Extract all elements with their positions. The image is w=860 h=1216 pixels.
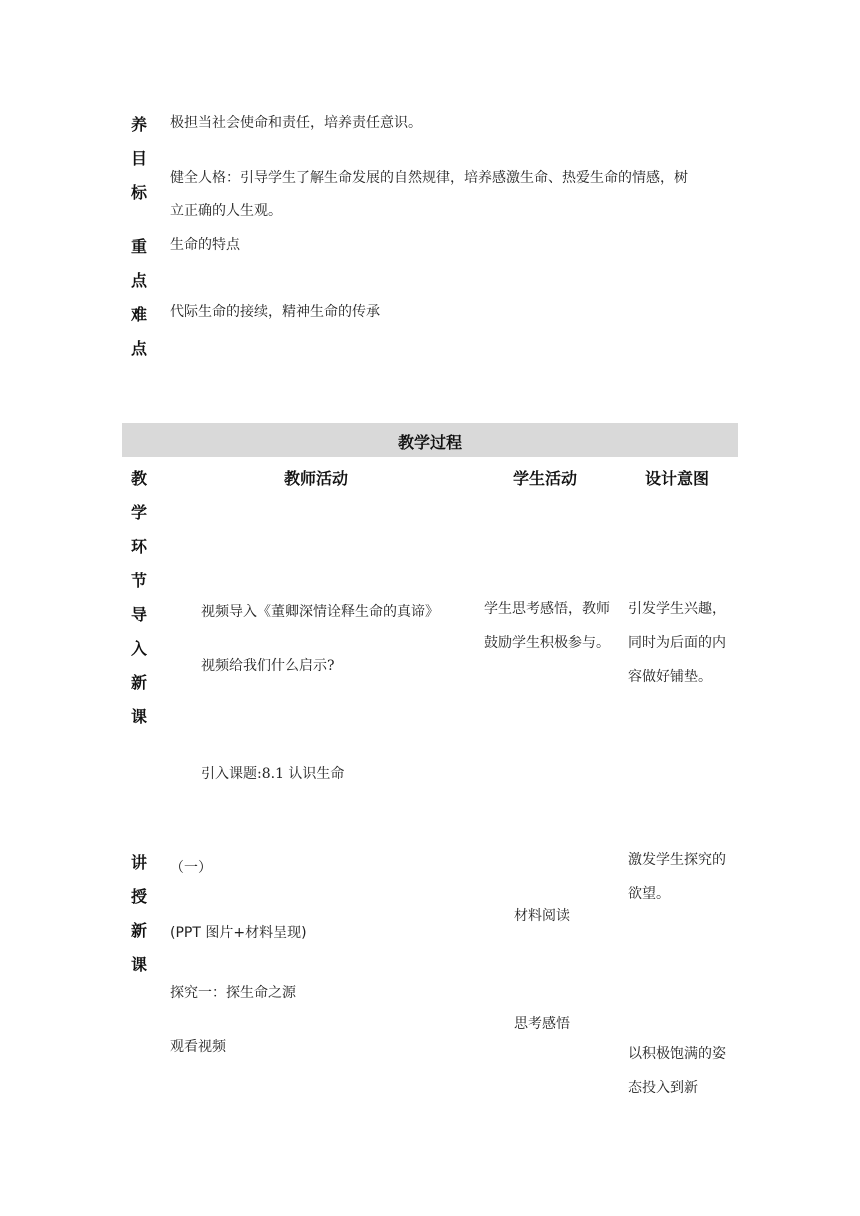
student-activity-text: 学生思考感悟，教师鼓励学生积极参与。 (484, 601, 610, 651)
label-char: 重 (130, 237, 147, 256)
stage-char: 新 (130, 673, 147, 692)
teacher-activity-text: 引入课题:8.1 认识生命 (201, 766, 345, 782)
teacher-activity-text: 观看视频 (170, 1039, 226, 1055)
stage-char: 导 (130, 605, 147, 624)
student-activity-text: 材料阅读 (514, 908, 570, 924)
design-intent-text: 激发学生探究的欲望。 (628, 852, 726, 902)
design-intent-header: 设计意图 (645, 469, 710, 488)
teacher-activity-text: (PPT 图片+材料呈现) (170, 925, 307, 941)
stage-header-char: 教 (130, 469, 147, 488)
label-char: 点 (130, 339, 147, 358)
stage-header-char: 节 (130, 571, 147, 590)
teacher-activity-text: 视频给我们什么启示? (201, 658, 335, 674)
stage-char: 课 (130, 707, 147, 726)
stage-char: 授 (130, 887, 147, 906)
student-activity-header: 学生活动 (513, 469, 578, 488)
design-intent-text: 引发学生兴趣，同时为后面的内容做好铺垫。 (628, 601, 726, 685)
teacher-activity-header: 教师活动 (284, 469, 349, 488)
stage-char: 课 (130, 955, 147, 974)
stage-header-char: 环 (130, 537, 147, 556)
process-title-bar (122, 423, 738, 457)
label-char: 养 (130, 115, 147, 134)
teacher-activity-text: 探究一：探生命之源 (170, 985, 296, 1001)
label-char: 标 (130, 183, 147, 202)
process-title: 教学过程 (397, 433, 462, 452)
label-char: 目 (130, 149, 147, 168)
stage-header-char: 学 (130, 503, 147, 522)
key-point: 生命的特点 (170, 237, 240, 253)
objective-paragraph: 健全人格：引导学生了解生命发展的自然规律，培养感激生命、热爱生命的情感，树 (170, 170, 688, 186)
student-activity-text: 思考感悟 (514, 1016, 570, 1032)
teacher-activity-text: （一） (170, 860, 212, 876)
stage-char: 入 (130, 639, 147, 658)
difficult-point: 代际生命的接续，精神生命的传承 (170, 304, 380, 320)
objective-paragraph: 极担当社会使命和责任，培养责任意识。 (170, 115, 422, 131)
stage-char: 讲 (130, 853, 147, 872)
label-char: 难 (130, 305, 147, 324)
teacher-activity-text: 视频导入《董卿深情诠释生命的真谛》 (201, 604, 439, 620)
design-intent-text: 以积极饱满的姿态投入到新 (628, 1046, 726, 1096)
label-char: 点 (130, 271, 147, 290)
objective-paragraph: 立正确的人生观。 (170, 203, 282, 219)
stage-char: 新 (130, 921, 147, 940)
